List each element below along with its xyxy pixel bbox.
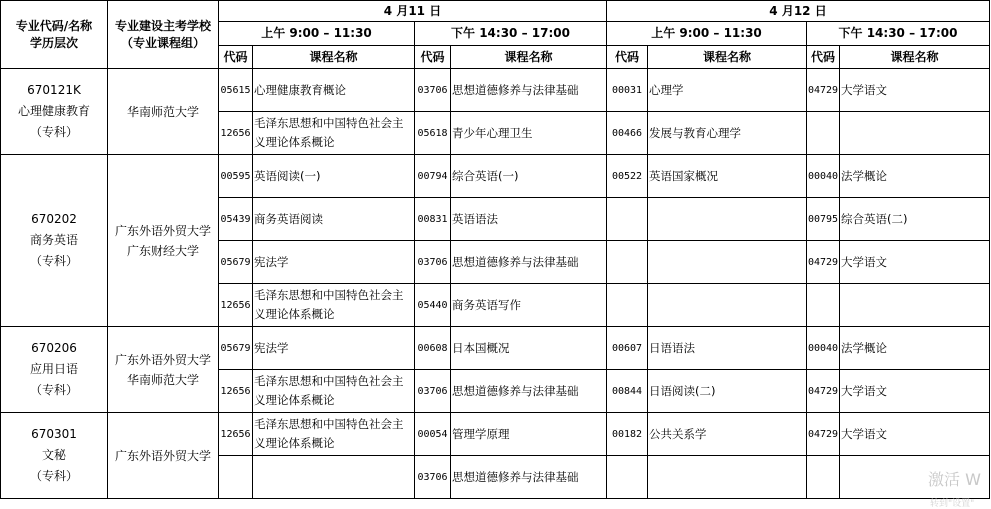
header-pm-1: 下午 14:30 – 17:00 xyxy=(415,22,607,46)
major-cell: 670206 应用日语 （专科） xyxy=(1,327,108,413)
header-code: 代码 xyxy=(219,46,253,69)
course-name xyxy=(840,112,990,155)
course-name: 思想道德修养与法律基础 xyxy=(451,456,607,499)
table-row xyxy=(1,413,990,456)
course-name: 英语阅读(一) xyxy=(253,155,415,198)
course-code xyxy=(807,456,840,499)
course-name: 英语语法 xyxy=(451,198,607,241)
header-date-2: 4 月12 日 xyxy=(607,1,990,22)
header-am-1: 上午 9:00 – 11:30 xyxy=(219,22,415,46)
activation-watermark-hint: 转到"设置" xyxy=(930,499,975,509)
course-name: 宪法学 xyxy=(253,241,415,284)
course-code: 00054 xyxy=(415,413,451,456)
school-cell: 华南师范大学 xyxy=(108,69,219,155)
course-name: 综合英语(一) xyxy=(451,155,607,198)
course-name: 大学语文 xyxy=(840,370,990,413)
header-course: 课程名称 xyxy=(840,46,990,69)
header-pm-2: 下午 14:30 – 17:00 xyxy=(807,22,990,46)
course-code: 00844 xyxy=(607,370,648,413)
course-name: 综合英语(二) xyxy=(840,198,990,241)
course-code: 05440 xyxy=(415,284,451,327)
course-code: 04729 xyxy=(807,370,840,413)
course-name: 法学概论 xyxy=(840,155,990,198)
course-code xyxy=(607,241,648,284)
course-name: 毛泽东思想和中国特色社会主义理论体系概论 xyxy=(253,413,415,456)
course-code: 00466 xyxy=(607,112,648,155)
course-code: 00040 xyxy=(807,155,840,198)
course-code: 05679 xyxy=(219,241,253,284)
header-am-2: 上午 9:00 – 11:30 xyxy=(607,22,807,46)
major-cell: 670202 商务英语 （专科） xyxy=(1,155,108,327)
course-code: 12656 xyxy=(219,413,253,456)
header-major: 专业代码/名称 学历层次 xyxy=(1,1,108,69)
school-cell: 广东外语外贸大学 广东财经大学 xyxy=(108,155,219,327)
school-cell: 广东外语外贸大学 xyxy=(108,413,219,499)
course-name: 公共关系学 xyxy=(648,413,807,456)
course-name: 日语阅读(二) xyxy=(648,370,807,413)
header-code: 代码 xyxy=(415,46,451,69)
course-code: 00608 xyxy=(415,327,451,370)
course-name: 青少年心理卫生 xyxy=(451,112,607,155)
course-code: 00182 xyxy=(607,413,648,456)
course-code xyxy=(807,112,840,155)
course-code: 05679 xyxy=(219,327,253,370)
course-code: 03706 xyxy=(415,69,451,112)
course-name: 思想道德修养与法律基础 xyxy=(451,69,607,112)
header-date-1: 4 月11 日 xyxy=(219,1,607,22)
table-row xyxy=(1,69,990,112)
course-name: 思想道德修养与法律基础 xyxy=(451,241,607,284)
course-name xyxy=(648,198,807,241)
course-code: 03706 xyxy=(415,241,451,284)
school-cell: 广东外语外贸大学 华南师范大学 xyxy=(108,327,219,413)
course-code: 04729 xyxy=(807,241,840,284)
course-name: 心理健康教育概论 xyxy=(253,69,415,112)
course-name: 日本国概况 xyxy=(451,327,607,370)
course-code: 00831 xyxy=(415,198,451,241)
major-cell: 670121K 心理健康教育 （专科） xyxy=(1,69,108,155)
course-code: 12656 xyxy=(219,112,253,155)
course-name xyxy=(840,284,990,327)
course-name: 管理学原理 xyxy=(451,413,607,456)
table-row xyxy=(1,155,990,198)
major-cell: 670301 文秘 （专科） xyxy=(1,413,108,499)
course-code: 05439 xyxy=(219,198,253,241)
course-name xyxy=(648,456,807,499)
header-course: 课程名称 xyxy=(648,46,807,69)
course-code xyxy=(607,198,648,241)
course-code: 00522 xyxy=(607,155,648,198)
header-course: 课程名称 xyxy=(451,46,607,69)
course-name: 英语国家概况 xyxy=(648,155,807,198)
course-code: 00607 xyxy=(607,327,648,370)
course-code xyxy=(219,456,253,499)
course-name: 发展与教育心理学 xyxy=(648,112,807,155)
course-code: 04729 xyxy=(807,413,840,456)
course-name: 商务英语写作 xyxy=(451,284,607,327)
course-name xyxy=(253,456,415,499)
course-name: 毛泽东思想和中国特色社会主义理论体系概论 xyxy=(253,112,415,155)
course-name xyxy=(648,241,807,284)
course-code xyxy=(607,456,648,499)
course-code: 00040 xyxy=(807,327,840,370)
course-code xyxy=(607,284,648,327)
course-name: 日语语法 xyxy=(648,327,807,370)
course-code: 05615 xyxy=(219,69,253,112)
course-name: 毛泽东思想和中国特色社会主义理论体系概论 xyxy=(253,370,415,413)
course-code: 03706 xyxy=(415,456,451,499)
table-row xyxy=(1,327,990,370)
course-code: 04729 xyxy=(807,69,840,112)
course-code: 00031 xyxy=(607,69,648,112)
course-name: 大学语文 xyxy=(840,413,990,456)
course-code: 00794 xyxy=(415,155,451,198)
header-school: 专业建设主考学校 （专业课程组） xyxy=(108,1,219,69)
course-code: 12656 xyxy=(219,370,253,413)
course-code: 05618 xyxy=(415,112,451,155)
header-code: 代码 xyxy=(807,46,840,69)
course-name: 大学语文 xyxy=(840,241,990,284)
course-name xyxy=(648,284,807,327)
course-name: 思想道德修养与法律基础 xyxy=(451,370,607,413)
header-code: 代码 xyxy=(607,46,648,69)
course-code: 03706 xyxy=(415,370,451,413)
course-code: 12656 xyxy=(219,284,253,327)
course-name: 毛泽东思想和中国特色社会主义理论体系概论 xyxy=(253,284,415,327)
course-name: 宪法学 xyxy=(253,327,415,370)
course-code xyxy=(807,284,840,327)
course-name: 大学语文 xyxy=(840,69,990,112)
activation-watermark: 激活 W xyxy=(928,470,981,489)
course-name: 心理学 xyxy=(648,69,807,112)
header-course: 课程名称 xyxy=(253,46,415,69)
course-name: 法学概论 xyxy=(840,327,990,370)
course-code: 00595 xyxy=(219,155,253,198)
course-code: 00795 xyxy=(807,198,840,241)
course-name: 商务英语阅读 xyxy=(253,198,415,241)
